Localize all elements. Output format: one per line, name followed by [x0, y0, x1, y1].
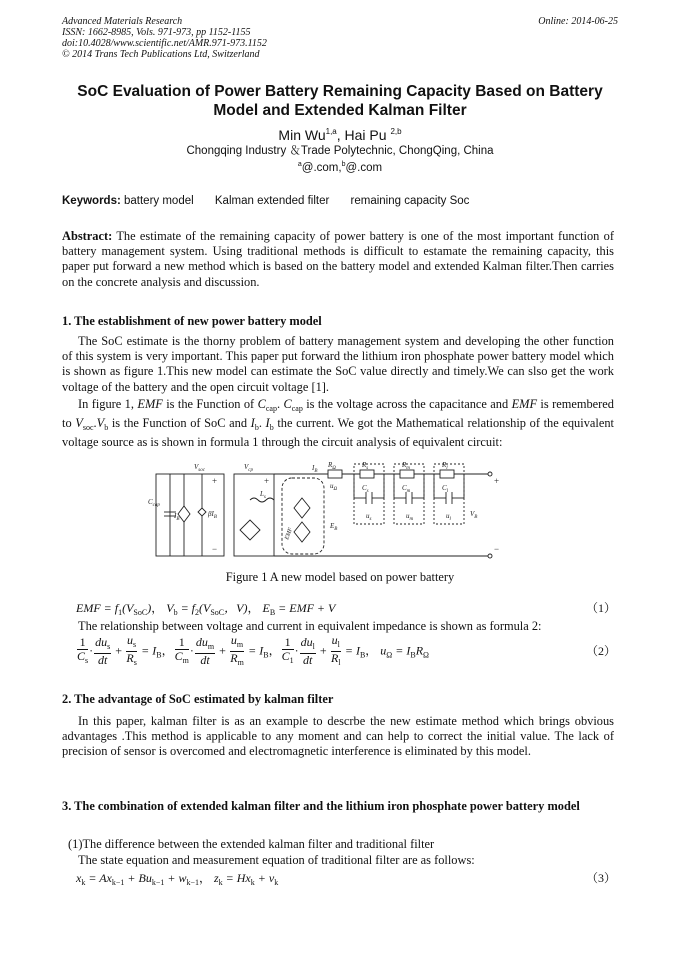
- formula-2: [76, 634, 429, 669]
- resistor-ro: [328, 470, 342, 478]
- section-3-heading: 3. The combination of extended kalman filter and the lithium iron phosphate power battery model: [62, 799, 580, 813]
- abstract-text: The estimate of the remaining capacity of power battery is one of the most important function of battery management system. Using traditional methods is difficult to estamate the remaining capacity, this paper put forward a new method which is based on the battery model and extended Kalman filter.Then carries on the concrete analysis and discussion.: [62, 229, 614, 289]
- p2-vsoc: V: [75, 416, 83, 431]
- f3-eq: = Ax: [85, 871, 112, 885]
- f2-comma-3: ，: [365, 643, 378, 658]
- abstract: [62, 229, 614, 290]
- f2-frac-umrm: $\frac{u_m}{R_m}$: [230, 633, 244, 667]
- f3-xk: x: [76, 871, 82, 885]
- f3-k-2: k: [218, 878, 223, 887]
- p2-ib-sub: b: [254, 423, 259, 433]
- abstract-label: Abstract:: [62, 229, 113, 243]
- f3-comma: ，: [198, 871, 211, 885]
- doi-line: doi:10.4028/www.scientific.net/AMR.971-973.1152: [62, 38, 267, 49]
- keywords: [62, 194, 618, 208]
- label-rs: $R_s$: [362, 461, 369, 471]
- f2-frac-1cs: $\frac{1}{C_s}$: [77, 635, 89, 665]
- f2-frac-dum: $\frac{du_m}{dt}$: [195, 635, 215, 667]
- author-2-affil: 2,b: [390, 127, 402, 136]
- p2-vsoc-sub: soc: [82, 423, 94, 433]
- label-emf: EMF: [284, 527, 295, 541]
- label-plus-3: +: [494, 476, 500, 486]
- current-source-beta: [198, 508, 206, 516]
- f1-sub: 1: [118, 608, 123, 617]
- f1-arg: (V: [122, 601, 134, 615]
- f1-vb: V: [166, 601, 174, 615]
- f2-eq-ibr: = I: [392, 643, 411, 658]
- p2-ccap-2: C: [283, 397, 292, 411]
- formula-3-number: （3）: [585, 871, 616, 885]
- section-1-paragraph-1: The SoC estimate is the thorny problem of battery management system and developing the other function of this system is very important. This paper put forward the lithium iron phosphate power battery model which is shown as figure 1.This new model can estimate the SoC value directly and timely.We can slso get the work voltage of the battery and the open circuit voltage [1].: [62, 334, 614, 394]
- label-plus-1: +: [212, 476, 218, 486]
- label-vcp: $V_{cp}$: [244, 463, 254, 473]
- f2-ibr-sub: B: [410, 650, 416, 660]
- f2-frac-usrs: $\frac{u_s}{R_s}$: [126, 633, 137, 667]
- f3-k-4: k: [274, 878, 279, 887]
- label-rm: $R_m$: [402, 461, 410, 471]
- p2-ib-sub-2: b: [269, 423, 274, 433]
- f1-eb: E: [262, 601, 270, 615]
- author-1: Min Wu: [278, 127, 326, 143]
- terminal-minus: [488, 554, 492, 558]
- p2-emf: EMF: [137, 397, 163, 411]
- p2-vb-sub: b: [104, 423, 109, 433]
- formula-3: [76, 871, 278, 890]
- f1-f2-rest: ，V): [224, 601, 248, 615]
- f2-comma-1: ，: [161, 643, 174, 658]
- f1-close: ): [147, 601, 152, 615]
- cp-block-outline: [234, 474, 274, 556]
- p2-text-d: is remembered to: [62, 397, 615, 431]
- keyword-2: Kalman extended filter: [214, 195, 330, 207]
- f3-km1-1: k−1: [111, 878, 125, 887]
- p2-ccap-sub: cap: [265, 404, 277, 413]
- f2-plus-2: +: [216, 643, 229, 658]
- label-cl: $C_l$: [442, 484, 449, 494]
- section-3-subheading: (1)The difference between the extended kalman filter and traditional filter: [68, 837, 435, 851]
- f3-w: + w: [164, 871, 187, 885]
- p2-ib: I: [250, 416, 255, 431]
- f1-eq2: = f: [177, 601, 196, 615]
- label-ib2: $I_B$: [312, 464, 318, 474]
- f1-f2-sub: 2: [195, 608, 200, 617]
- f2-frac-dus: $\frac{du_s}{dt}$: [95, 635, 111, 667]
- label-ccap: $C_{cap}$: [148, 498, 160, 508]
- f2-dot-3: ·: [294, 643, 299, 658]
- online-date: Online: 2014-06-25: [538, 16, 618, 27]
- p2-text-b: is the Function of: [162, 397, 258, 411]
- copyright-line: © 2014 Trans Tech Publications Ltd, Switzerland: [62, 49, 260, 60]
- author-2: Hai Pu: [344, 127, 391, 143]
- email-b: @.com: [345, 162, 383, 174]
- email-b-mark: b: [341, 161, 346, 168]
- label-cs: $C_s$: [362, 484, 369, 494]
- label-ro: $R_\Omega$: [328, 461, 336, 471]
- figure-1-caption: Figure 1 A new model based on power battery: [225, 570, 455, 584]
- section-2-paragraph-1: In this paper, kalman filter is as an example to descrbe the new estimate method which brings obvious advantages .This method is applicable to any moment and can help to correct the initial value. The lack of precision of sensor is overcomed and electromagnetic interference is eliminated by this model.: [62, 714, 614, 759]
- section-1-heading: 1. The establishment of new power battery model: [62, 314, 322, 328]
- f2-ro-sub: Ω: [423, 650, 429, 660]
- f3-km1-2: k−1: [151, 878, 165, 887]
- affiliation: Chongqing Industry ＆Trade Polytechnic, ChongQing, China: [186, 145, 494, 157]
- f2-ib-sub-1: B: [156, 650, 162, 660]
- emf-source-top: [294, 498, 310, 518]
- f3-hx: = Hx: [222, 871, 251, 885]
- author-1-affil: 1,a: [325, 127, 337, 136]
- label-vb: $V_B$: [470, 510, 478, 520]
- label-minus-1: −: [212, 544, 218, 554]
- f2-eq-ib-1: = I: [138, 643, 157, 658]
- p2-ib-2: I: [265, 416, 270, 431]
- issn-line: ISSN: 1662-8985, Vols. 971-973, pp 1152-1155: [62, 27, 251, 38]
- label-ls: $L_s$: [260, 490, 266, 500]
- f3-k-3: k: [250, 878, 255, 887]
- f2-frac-ulrl: $\frac{u_l}{R_l}$: [330, 633, 341, 667]
- f1-f2-arg: (V: [199, 601, 211, 615]
- keyword-1: battery model: [124, 195, 194, 207]
- f2-uo-sub: Ω: [386, 650, 393, 660]
- f2-eq-ib-2: = I: [245, 643, 264, 658]
- email-line: [62, 158, 618, 175]
- label-beta: $\beta I_B$: [208, 510, 217, 520]
- label-cm: $C_m$: [402, 484, 411, 494]
- label-ul: $u_l$: [446, 512, 451, 522]
- formula-2-number: （2）: [585, 644, 616, 658]
- section-1-paragraph-2: In figure 1, EMF is the Function of $C_{cap}$. $C_{cap}$ is the voltage across the capacitance and EMF is remembered to $V_{soc}.V_b$ is the Function of SoC and $I_b$. $I_b$ the current. We got the Mathematical relationship of the equivalent voltage source as is shown in formula 1 through the circuit analysis of equivalent circuit:: [62, 397, 615, 450]
- f3-bu: + Bu: [124, 871, 152, 885]
- label-us: $u_s$: [366, 512, 372, 522]
- title-line-2: Model and Extended Kalman Filter: [213, 102, 467, 119]
- resistor-rs: [360, 470, 374, 478]
- p2-text-f: the current. We got the Mathematical relationship of the equivalent voltage source as is shown in formula 1 through the circuit analysis of equivalent circuit:: [62, 416, 614, 450]
- f2-ib-sub-3: B: [359, 650, 366, 660]
- emf-block-outline: [282, 478, 324, 554]
- p2-emf-2: EMF: [511, 397, 538, 411]
- label-eb: $E_B$: [330, 522, 338, 532]
- p2-ccap-sub-2: cap: [291, 404, 303, 413]
- controlled-source-mid: [240, 520, 260, 540]
- p2-text-a: In figure 1,: [78, 397, 138, 411]
- f3-zk: z: [213, 871, 219, 885]
- label-rl: $R_l$: [442, 461, 448, 471]
- resistor-rm: [400, 470, 414, 478]
- author-list: [62, 124, 618, 143]
- f2-eq-ib-3: = I: [341, 643, 360, 658]
- keywords-label: Keywords:: [62, 195, 121, 207]
- f2-dot-1: ·: [89, 643, 94, 658]
- f1-lhs: EMF = f: [76, 601, 119, 615]
- title-line-1: SoC Evaluation of Power Battery Remaining Capacity Based on Battery: [77, 83, 603, 100]
- f1-eq3: = EMF + V: [275, 601, 336, 615]
- section-3-paragraph-1: The state equation and measurement equation of traditional filter are as follows:: [78, 853, 475, 867]
- paper-title: [62, 82, 618, 120]
- f1-sep1: ，: [151, 601, 164, 615]
- label-minus-3: −: [494, 544, 500, 554]
- section-2-heading: 2. The advantage of SoC estimated by kalman filter: [62, 692, 334, 706]
- f2-uo: u: [380, 643, 387, 658]
- journal-header: [62, 16, 618, 60]
- keyword-3: remaining capacity Soc: [350, 195, 470, 207]
- p2-ccap: C: [257, 397, 266, 411]
- label-vsoc: $V_{soc}$: [194, 463, 205, 473]
- f2-frac-1cl: $\frac{1}{C_1}$: [281, 635, 294, 665]
- resistor-rl: [440, 470, 454, 478]
- label-um: $u_m$: [406, 512, 414, 522]
- author-separator: ,: [336, 127, 345, 143]
- label-ib: $I_B$: [174, 512, 180, 522]
- terminal-plus: [488, 472, 492, 476]
- f1-vb-sub: b: [173, 608, 178, 617]
- formula-2-intro: The relationship between voltage and current in equivalent impedance is shown as formula 2:: [78, 619, 542, 633]
- label-uo: $u_\Omega$: [330, 482, 338, 492]
- f1-eb-sub: B: [269, 608, 276, 617]
- email-a: @.com,: [301, 162, 342, 174]
- p2-vb: V: [96, 416, 105, 431]
- inductor-ls: [250, 498, 274, 502]
- f3-k-1: k: [81, 878, 86, 887]
- f1-arg-sub: SoC: [133, 608, 148, 617]
- f2-frac-1cm: $\frac{1}{C_m}$: [174, 635, 189, 665]
- p2-text-c: is the voltage across the capacitance and: [302, 397, 512, 411]
- formula-1-number: （1）: [585, 601, 616, 615]
- formula-1: [76, 601, 335, 620]
- f2-plus-3: +: [316, 643, 330, 658]
- f2-ro: R: [415, 643, 424, 658]
- email-a-mark: a: [297, 161, 302, 168]
- f2-plus-1: +: [112, 643, 126, 658]
- f1-f2-arg-sub: SoC: [210, 608, 225, 617]
- circuit-diagram: [150, 460, 510, 568]
- f3-v: + v: [254, 871, 275, 885]
- f2-frac-dul: $\frac{du_l}{dt}$: [300, 635, 315, 667]
- current-source-ib: [178, 506, 190, 522]
- f3-km1-3: k−1: [186, 878, 199, 887]
- emf-source-bottom: [294, 522, 310, 542]
- f2-dot-2: ·: [189, 643, 194, 658]
- p2-text-e: is the Function of SoC and: [108, 416, 251, 431]
- f1-sep2: ，: [247, 601, 260, 615]
- label-plus-2: +: [264, 476, 270, 486]
- journal-name: Advanced Materials Research: [62, 16, 183, 27]
- f2-ib-sub-2: B: [263, 650, 269, 660]
- f2-comma-2: ，: [268, 643, 281, 658]
